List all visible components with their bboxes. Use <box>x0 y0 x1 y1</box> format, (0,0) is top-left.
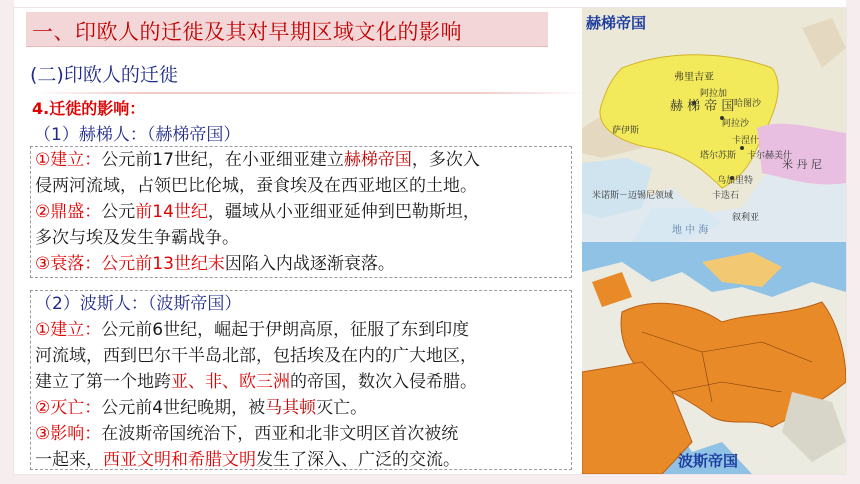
hittite-decline-text: 因陷入内战逐渐衰落。 <box>224 254 395 274</box>
slide-title: 一、印欧人的迁徙及其对早期区域文化的影响 <box>32 20 462 44</box>
persia-map <box>582 242 846 474</box>
title-bar <box>26 12 548 47</box>
map-label-sais: 萨伊斯 <box>612 126 640 136</box>
map-label-ugarit: 乌加里特 <box>717 176 754 186</box>
hittite-map <box>582 8 846 242</box>
subtitle: (二)印欧人的迁徙 <box>30 64 178 86</box>
right-edge <box>846 0 860 484</box>
section-label: 4.迁徙的影响： <box>32 99 146 118</box>
map-label-hittite-empire: 赫 梯 帝 国 <box>670 99 735 114</box>
hittite-decline-line <box>35 251 569 277</box>
persia-heading: （2）波斯人：（波斯帝国） <box>35 294 242 314</box>
persia-rise-line3 <box>35 369 569 395</box>
persia-box <box>30 290 572 470</box>
hittite-rise-line2: 侵两河流域，占领巴比伦城，蚕食埃及在西亚地区的土地。 <box>35 176 477 196</box>
map-label-mitanni: 米 丹 尼 <box>782 158 822 171</box>
persia-impact-line2 <box>35 447 569 473</box>
persia-civilizations-highlight: 西亚文明和希腊文明 <box>103 450 256 470</box>
map-label-kanesh: 卡涅什 <box>732 136 760 146</box>
hittite-rise-text: 公元前17世纪，在小亚细亚建立 <box>101 150 344 170</box>
persia-fall-label: ②灭亡： <box>35 398 102 418</box>
map-label-hattusa: 哈图沙 <box>734 99 762 109</box>
persia-rise-text-b: 的帝国，数次入侵希腊。 <box>290 372 477 392</box>
hittite-rise-text-b: ，多次入 <box>411 150 480 170</box>
persia-impact-text-a: 一起来， <box>35 450 103 470</box>
map-label-phrygia: 弗里吉亚 <box>674 72 714 83</box>
hittite-peak-highlight: 前14世纪 <box>135 202 208 222</box>
map-label-alaca: 阿拉加 <box>700 89 728 99</box>
map-label-kadesh: 卡迭石 <box>712 191 740 201</box>
persia-fall-text: 公元前4世纪晚期，被 <box>101 398 266 418</box>
persia-rise-text-a: 建立了第一个地跨 <box>35 372 171 392</box>
hittite-empire-highlight: 赫梯帝国 <box>343 150 412 170</box>
divider <box>34 92 586 94</box>
persia-impact-label: ③影响： <box>35 424 102 444</box>
persia-impact-text-b: 发生了深入、广泛的交流。 <box>256 450 460 470</box>
persia-impact-line <box>35 421 569 447</box>
map-label-minoan: 米诺斯－迈锡尼领域 <box>592 191 674 201</box>
persia-fall-text-b: 灭亡。 <box>316 398 368 418</box>
hittite-rise-line <box>35 147 569 173</box>
hittite-peak-label: ②鼎盛： <box>35 202 102 222</box>
hittite-peak-line <box>35 199 569 225</box>
persia-map-caption: 波斯帝国 <box>678 452 739 470</box>
hittite-peak-text: 公元 <box>101 202 136 222</box>
hittite-box <box>30 146 572 278</box>
hittite-heading: （1）赫梯人：（赫梯帝国） <box>34 125 241 145</box>
hittite-peak-text-b: ，疆域从小亚细亚延伸到巴勒斯坦， <box>207 202 480 222</box>
hittite-map-caption: 赫梯帝国 <box>586 14 647 32</box>
persia-macedon-highlight: 马其顿 <box>265 398 317 418</box>
persia-rise-line <box>35 317 569 343</box>
persia-rise-line2: 河流域，西到巴尔干半岛北部，包括埃及在内的广大地区， <box>35 346 477 366</box>
persia-impact-text: 在波斯帝国统治下，西亚和北非文明区首次被统 <box>101 424 459 444</box>
persia-fall-line <box>35 395 569 421</box>
persia-rise-text: 公元前6世纪，崛起于伊朗高原，征服了东到印度 <box>101 320 470 340</box>
map-label-alasa: 阿拉沙 <box>722 119 750 129</box>
hittite-peak-line2: 多次与埃及发生争霸战争。 <box>35 228 239 248</box>
hittite-rise-label: ①建立： <box>35 150 102 170</box>
map-label-carchemish: 卡尔赫美什 <box>747 151 793 161</box>
hittite-decline-highlight: 公元前13世纪末 <box>101 254 225 274</box>
persia-three-continents-highlight: 亚、非、欧三洲 <box>171 372 290 392</box>
map-label-mediterranean: 地 中 海 <box>672 225 709 236</box>
bottom-edge <box>0 474 860 484</box>
left-edge <box>0 0 14 484</box>
hittite-decline-label: ③衰落： <box>35 254 102 274</box>
map-label-syria: 叙利亚 <box>732 213 760 223</box>
persia-rise-label: ①建立： <box>35 320 102 340</box>
map-label-tarsus: 塔尔苏斯 <box>700 151 737 161</box>
